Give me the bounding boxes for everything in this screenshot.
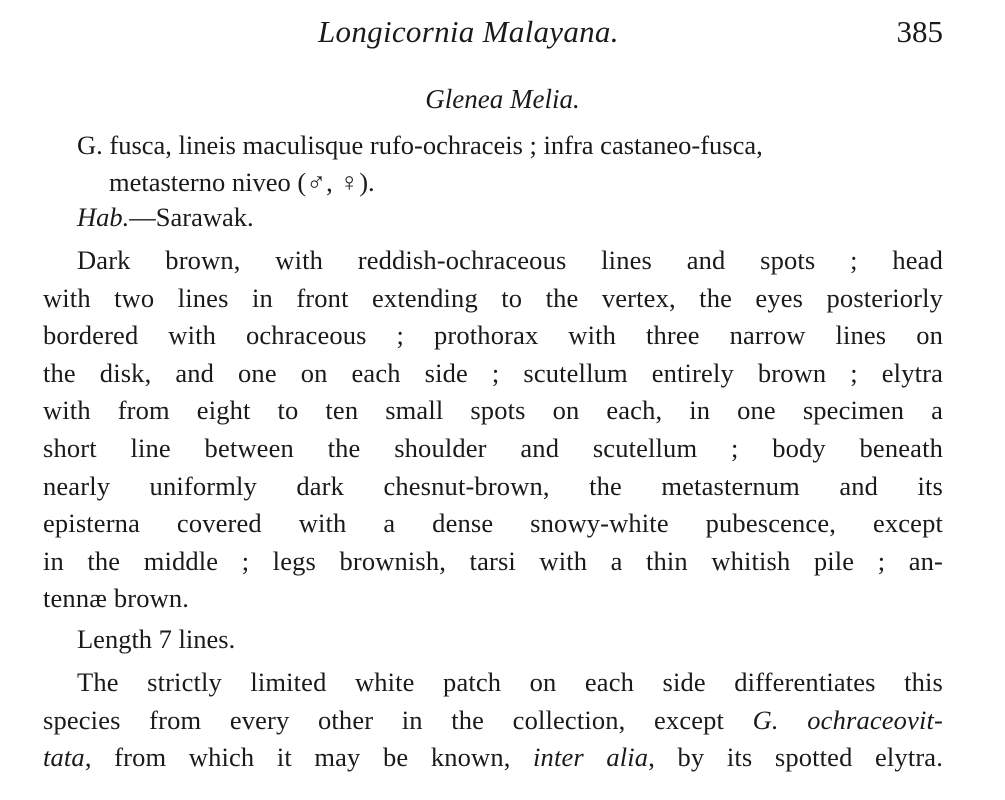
description-line: nearly uniformly dark chesnut-brown, the metasternum and its: [43, 470, 943, 501]
diagnosis-line: G. fusca, lineis maculisque rufo-ochraceis ; infra castaneo-fusca,: [77, 130, 763, 160]
remarks-line: [43, 702, 943, 740]
habitat-label: Hab.: [77, 202, 130, 232]
latin-diagnosis: [77, 127, 947, 201]
page-number: 385: [896, 14, 943, 49]
remarks-text: , from which it may be known,: [84, 742, 534, 773]
description-line: Dark brown, with reddish-ochraceous lines and spots ; head: [77, 245, 943, 275]
habitat-line: [77, 202, 254, 233]
running-title: Longicornia Malayana.: [318, 14, 619, 49]
description-line: bordered with ochraceous ; prothorax with three narrow lines on: [43, 320, 943, 351]
description-paragraph: [43, 242, 943, 618]
species-reference: G. ochraceovit-: [752, 704, 943, 735]
remarks-text: , by its spotted elytra.: [648, 742, 943, 773]
remarks-line: [43, 739, 943, 777]
latin-phrase: inter alia: [533, 742, 649, 773]
diagnosis-line: metasterno niveo (♂, ♀).: [109, 167, 375, 197]
habitat-value: —Sarawak.: [129, 202, 254, 232]
length-line: Length 7 lines.: [77, 624, 236, 654]
description-line: short line between the shoulder and scutellum ; body beneath: [43, 432, 943, 463]
description-line: with two lines in front extending to the vertex, the eyes posteriorly: [43, 282, 943, 313]
species-reference: tata: [43, 742, 85, 773]
description-line: with from eight to ten small spots on each, in one specimen a: [43, 395, 943, 426]
description-line: tennæ brown.: [43, 583, 190, 614]
description-line: episterna covered with a dense snowy-white pubescence, except: [43, 508, 943, 539]
running-head: [0, 14, 1005, 54]
remarks-text: species from every other in the collection, except: [43, 704, 753, 735]
description-line: in the middle ; legs brownish, tarsi with a thin whitish pile ; an-: [43, 545, 943, 576]
species-heading: Glenea Melia.: [425, 84, 580, 114]
remarks-paragraph: [43, 664, 943, 777]
description-line: the disk, and one on each side ; scutellum entirely brown ; elytra: [43, 357, 943, 388]
remarks-line: The strictly limited white patch on each side differentiates this: [77, 667, 943, 697]
